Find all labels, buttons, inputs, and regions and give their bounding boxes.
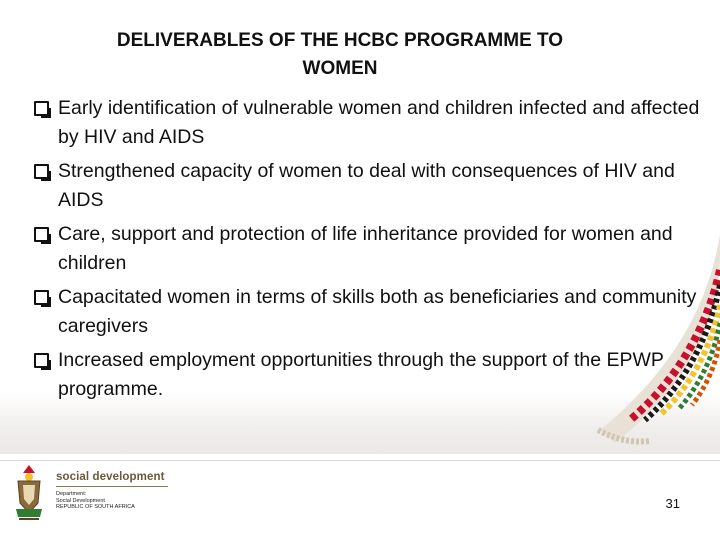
list-item	[34, 157, 704, 214]
checkbox-square-icon	[34, 101, 49, 116]
list-item	[34, 220, 704, 277]
checkbox-square-icon	[34, 227, 49, 242]
logo-name: social development	[56, 471, 165, 483]
logo-dept-line-2: Social Development	[56, 497, 105, 504]
title-line-1: DELIVERABLES OF THE HCBC PROGRAMME TO	[116, 30, 564, 51]
list-item-text: Capacitated women in terms of skills both as beneficiaries and community caregivers	[58, 286, 697, 337]
footer-divider	[0, 460, 720, 461]
list-item-text: Strengthened capacity of women to deal with consequences of HIV and AIDS	[58, 160, 675, 211]
list-item-text: Care, support and protection of life inheritance provided for women and children	[58, 223, 673, 274]
logo-dept-line-3: REPUBLIC OF SOUTH AFRICA	[56, 504, 135, 510]
list-item	[34, 346, 704, 403]
title-line-2: WOMEN	[302, 58, 378, 79]
page-number: 31	[665, 496, 680, 511]
checkbox-square-icon	[34, 353, 49, 368]
slide-title	[30, 27, 650, 83]
list-item	[34, 283, 704, 340]
checkbox-square-icon	[34, 290, 49, 305]
logo-rule	[56, 486, 168, 487]
department-logo	[14, 463, 174, 527]
list-item	[34, 94, 704, 151]
coat-of-arms-icon	[14, 463, 44, 523]
logo-department-text	[56, 491, 135, 511]
list-item-text: Early identification of vulnerable women and children infected and affected by HIV and AIDS	[58, 97, 700, 148]
list-item-text: Increased employment opportunities through the support of the EPWP programme.	[58, 349, 664, 400]
deliverables-list	[34, 94, 704, 409]
logo-dept-line-1: Department:	[56, 491, 87, 497]
checkbox-square-icon	[34, 164, 49, 179]
